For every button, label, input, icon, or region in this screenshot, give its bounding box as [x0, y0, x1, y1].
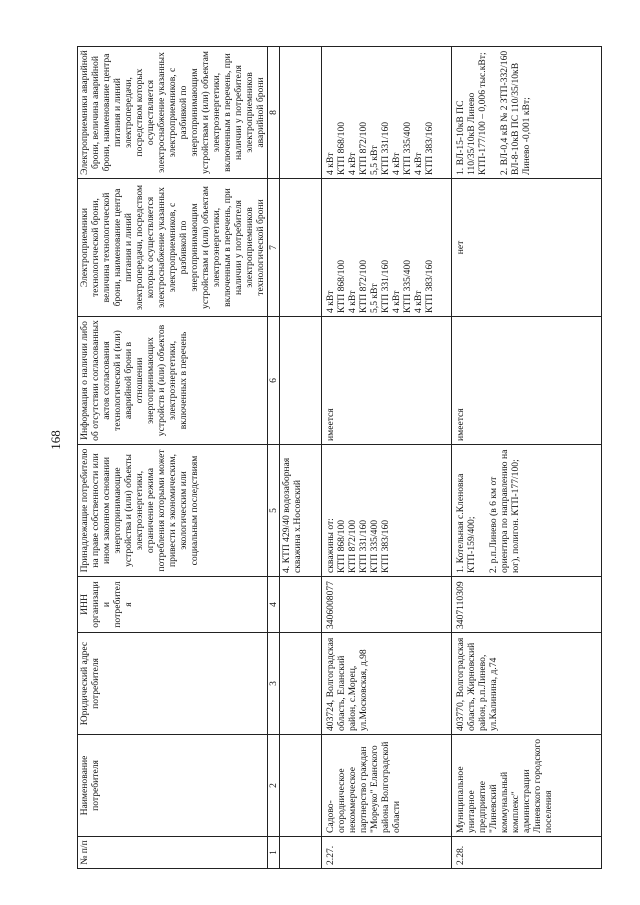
tech-line: 4 кВт [347, 290, 358, 313]
emergency-reserve-cell [322, 47, 452, 179]
emergency-line: КТП 872/100 [358, 121, 369, 175]
column-number: 5 [268, 445, 280, 577]
consumer-inn: 3406008077 [322, 577, 452, 633]
row-number: 2.27. [322, 837, 452, 869]
emergency-line: КТП 331/160 [380, 121, 391, 175]
row-number: 2.28. [452, 837, 602, 869]
continuation-row [280, 47, 322, 869]
header-tech-reserve: Электроприемники технологической брони, величина технологической брони, наименование центра питания и линий электропередачи, посредством которых осуществляется электроснабжение указанных электроприемников, с разбивкой по энергопринимающим устройствам и (или) объектам электроэнергетики, включенным в перечень, при наличии у потребителя электроприемников технологической брони [78, 179, 268, 317]
continuation-cell: 4. КТП 429/40 водозаборная скважина х.Носовский [280, 445, 322, 577]
header-acts: Информация о наличии либо об отсутствии согласованных актов согласования технологической и (или) аварийной брони в отношении энергопринимающих устройств и (или) объектов электроэнергетики, включенных в перечень [78, 317, 268, 445]
device-line: КТП 872/100 [347, 519, 358, 573]
emergency-line: 4 кВт [347, 152, 358, 175]
emergency-line: 2. ВЛ-0,4 кВ № 2 ЗТП-332/160 ВЛ-8-10кВ ПС 110/35/10кВ Линево -0,001 кВт; [499, 50, 532, 175]
emergency-line: 4 кВт [413, 152, 424, 175]
device-line: КТП 335/400 [369, 519, 380, 573]
devices-cell [322, 445, 452, 577]
consumer-name: Садово-огородническое некоммерческое партнерство граждан "Мореуко" Еланского района Волгоградской области [322, 735, 452, 837]
tech-reserve-cell [322, 179, 452, 317]
tech-line: 4 кВт [413, 290, 424, 313]
tech-line: КТП 335/400 [402, 259, 413, 313]
emergency-line: 5,5 кВт [369, 145, 380, 175]
consumer-table [77, 46, 602, 869]
column-number-row [268, 47, 280, 869]
emergency-line: КТП 335/400 [402, 121, 413, 175]
devices-cell [452, 445, 602, 577]
device-line: КТП 868/100 [336, 519, 347, 573]
tech-reserve-cell [452, 179, 602, 317]
tech-line: КТП 331/160 [380, 259, 391, 313]
device-line: 2. р.п.Линево (в 6 км от ориентира по направлению на юг), полигон. КТП-177/100; [488, 449, 521, 573]
page-number: 168 [48, 430, 63, 450]
tech-line: КТП 872/100 [358, 259, 369, 313]
table-row [322, 47, 452, 869]
header-num: № п/п [78, 837, 268, 869]
tech-line: 5,5 кВт [369, 283, 380, 313]
emergency-line: 4 кВт [391, 152, 402, 175]
device-line: скважины от: [325, 518, 336, 573]
column-number: 4 [268, 577, 280, 633]
header-address: Юридический адрес потребителя [78, 633, 268, 735]
acts-status: имеется [322, 317, 452, 445]
device-line: 1. Котельная с.Кленовка КТП-159/400; [455, 473, 477, 573]
rotated-table-container [77, 47, 619, 869]
emergency-reserve-cell [452, 47, 602, 179]
tech-line: 4 кВт [391, 290, 402, 313]
tech-line: КТП 868/100 [336, 259, 347, 313]
acts-status: имеется [452, 317, 602, 445]
device-line: КТП 383/160 [380, 519, 391, 573]
consumer-address: 403724, Волгоградская область, Еланский район, с.Морец, ул.Московская, д.98 [322, 633, 452, 735]
emergency-line: КТП 868/100 [336, 121, 347, 175]
emergency-line: КТП 383/160 [424, 121, 435, 175]
table-row [452, 47, 602, 869]
emergency-line: 1. ВЛ-15-10кВ ПС 110/35/10кВ Линево КТП-177/100 – 0,006 тыс.кВт; [455, 52, 488, 175]
column-number: 1 [268, 837, 280, 869]
consumer-inn: 3407110309 [452, 577, 602, 633]
header-devices: Принадлежащие потребителю на праве собственности или ином законном основании энергопринимающие устройства и (или) объекты электроэнергетики, ограничение режима потребления которыми может привести к экономическим, экологическим или социальным последствиям [78, 445, 268, 577]
tech-line: КТП 383/160 [424, 259, 435, 313]
column-number: 3 [268, 633, 280, 735]
header-inn: ИНН организации потребителя [78, 577, 268, 633]
emergency-line: 4 кВт [325, 152, 336, 175]
consumer-name: Муниципальное унитарное предприятие "Линевский коммунальный комплекс" администрации Линевского городского поселения [452, 735, 602, 837]
column-number: 7 [268, 179, 280, 317]
header-emergency-reserve: Электроприемники аварийной брони, величина аварийной брони, наименование центра питания и линий электропередачи, посредством которых осуществляется электроснабжение указанных электроприемников, с разбивкой по энергопринимающим устройствам и (или) объектам электроэнергетики, включенным в перечень, при наличии у потребителя электроприемников аварийной брони [78, 47, 268, 179]
column-number: 6 [268, 317, 280, 445]
tech-line: нет [455, 240, 466, 255]
tech-line: 4 кВт [325, 290, 336, 313]
column-number: 8 [268, 47, 280, 179]
column-number: 2 [268, 735, 280, 837]
consumer-address: 403770, Волгоградская область, Жирновский район, р.п.Линево, ул.Калинина, д.74 [452, 633, 602, 735]
header-name: Наименование потребителя [78, 735, 268, 837]
device-line: КТП 331/160 [358, 519, 369, 573]
